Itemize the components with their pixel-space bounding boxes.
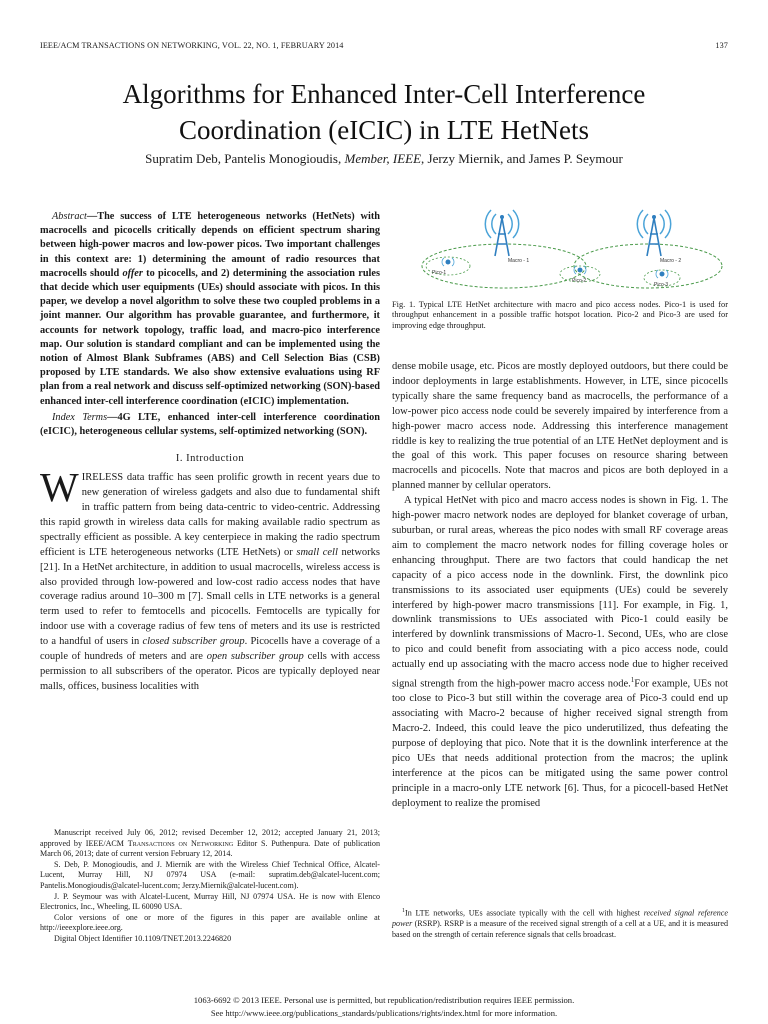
received-text-2: Editor S. Puthenpura. Date of publication March 06, 2013; date of current version February 12, 2014. (40, 838, 380, 859)
title-line-2: Coordination (eICIC) in LTE HetNets (179, 115, 589, 145)
index-terms-label: Index Terms (52, 411, 108, 423)
left-column (40, 210, 380, 695)
right-paragraph-2 (392, 494, 728, 812)
pico-2-label: Pico-2 (572, 278, 587, 284)
hetnet-diagram (392, 204, 728, 296)
footnote-1-text-2: (RSRP). RSRP is a measure of the received signal strength of a cell at a UE, and it is measured based on the strength of certain reference signals that cells broadcast. (392, 919, 728, 939)
abstract-dash: — (86, 211, 98, 222)
intro-paragraph (40, 464, 380, 695)
figure-1 (392, 204, 728, 296)
abstract-label: Abstract (52, 211, 87, 222)
page-number: 137 (715, 41, 728, 50)
index-terms-dash: — (107, 411, 118, 423)
macro-1-label: Macro - 1 (508, 258, 530, 264)
macro-2-label: Macro - 2 (660, 258, 682, 264)
intro-lead: IRELESS (81, 472, 124, 484)
right-paragraph-1: dense mobile usage, etc. Picos are mostly deployed outdoors, but there could be indoor deployments in large establishments. However, in LTE, since picocells typically share the same frequency band as macrocells, the performance of a low-power pico access node could be severely impaired by interference from a high-power macro access node. Addressing this interference management riddle is key to realizing the true potential of an LTE HetNet deployment and is the goal of this work. This paper focuses on resource sharing between macrocells and picocells. Note that macros and picos are both deployed in a planned manner by cellular operators. (392, 361, 728, 492)
footnote-1 (392, 906, 728, 940)
author-3-4: , Jerzy Miernik, and James P. Seymour (421, 151, 623, 166)
paper-title (40, 76, 728, 148)
left-footnotes (40, 828, 380, 945)
index-terms-text: 4G LTE, enhanced inter-cell interference coordination (eICIC), heterogeneous cellular systems, self-optimized networking (SON). (40, 411, 380, 438)
index-terms (40, 411, 380, 439)
pico-1-node-icon (442, 258, 454, 266)
intro-text-2: networks [21]. In a HetNet architecture, in addition to usual macrocells, wireless access is also provided through low-powered and low-cost radio access nodes that have coverage radius around 10–300 m [7]. Small cells in LTE networks is a general term used to refer to femtocells and picocells. Femtocells are typically for indoor use with a coverage radius of few tens of meters and its use is restricted to a handful of users in (40, 546, 380, 648)
received-text: Manuscript received July 06, 2012; revised December 12, 2012; accepted January 21, 2013; approved by IEEE/ACM (40, 828, 380, 848)
macro-1-coverage (422, 244, 586, 288)
footnote-1-marker: 1 (402, 908, 405, 914)
footnote-1-rsrp: received signal reference power (392, 908, 728, 929)
footnote-affiliation-1: S. Deb, P. Monogioudis, and J. Miernik are with the Wireless Chief Technical Office, Alcatel-Lucent, Murray Hill, NJ 07974 USA (e-mail: supratim.deb@alcatel-lucent.com; Pantelis.Monogioudis@alcatel-lucent.com; Jerzy.Miernik@alcatel-lucent.com). (40, 859, 380, 890)
section-heading: I. Introduction (175, 453, 245, 465)
pico-3-node-icon (656, 270, 668, 278)
author-2-membership: Member, IEEE (344, 151, 422, 166)
footnote-1-text-1: In LTE networks, UEs associate typically with the cell with highest (405, 908, 644, 918)
footnote-received (40, 828, 380, 860)
intro-small-cell: small cell (296, 546, 338, 558)
macro-1-tower-icon (485, 210, 518, 256)
author-1: Supratim Deb, (145, 151, 225, 166)
title-line-1: Algorithms for Enhanced Inter-Cell Interference (122, 79, 646, 109)
intro-text-3: . Picocells have a coverage of a couple of hundreds of meters and are (40, 636, 380, 663)
abstract-offer: offer (122, 267, 143, 279)
copyright-line: 1063-6692 © 2013 IEEE. Personal use is permitted, but republication/redistribution requires IEEE permission. (193, 995, 575, 1005)
received-journal: Transactions on Networking (127, 838, 234, 848)
drop-cap: W (40, 464, 79, 511)
abstract-text-1: The success of LTE heterogeneous networks (HetNets) with macrocells and picocells critically depends on efficient spectrum sharing between high-power macros and low-power picos. Two important challenges in this context are: 1) determining the amount of radio resources that macrocells should (40, 211, 380, 279)
right-paragraph-2b: For example, UEs not too close to Pico-3 but still within the coverage area of Pico-3 could end up associating with Macro-2 because of higher received signal strength from Macro-2. Indeed, this could leave the pico underutilized, thus defeating the purpose of deploying that pico. Note that it is the downlink interference at the pico UEs that needs additional protection from the macros; the uplink interference at the picos can be mitigated using the same power control principle in a macro-only LTE network [6]. Thus, for a picocell-based HetNet deployment to realize the promised (392, 678, 729, 809)
pico-1-label: Pico-1 (432, 270, 447, 276)
intro-osg: open subscriber group (206, 651, 304, 663)
footnote-doi: Digital Object Identifier 10.1109/TNET.2013.2246820 (54, 933, 232, 943)
author-list (40, 151, 728, 167)
macro-2-tower-icon (637, 210, 670, 256)
pico-3-label: Pico-3 (654, 282, 669, 288)
intro-csg: closed subscriber group (142, 636, 245, 648)
permission-line: See http://www.ieee.org/publications_standards/publications/rights/index.html for more information. (210, 1008, 558, 1018)
figure-1-caption: Fig. 1. Typical LTE HetNet architecture with macro and pico access nodes. Pico-1 is used for throughput enhancement in a possible traffic hotspot location. Pico-2 and Pico-3 are used for improving edge throughput. (392, 300, 728, 330)
right-footnote (392, 906, 728, 940)
running-header: IEEE/ACM TRANSACTIONS ON NETWORKING, VOL. 22, NO. 1, FEBRUARY 2014 (40, 41, 344, 50)
footnote-marker: 1 (630, 676, 635, 685)
right-paragraph-2a: A typical HetNet with pico and macro access nodes is shown in Fig. 1. The high-power macro network nodes are deployed for blanket coverage of urban, suburban, or rural areas, whereas the pico nodes with small RF coverage areas aim to complement the macro network nodes for filling coverage holes or enhancing throughput. There are two factors that could handicap the net capacity of a pico access node in the downlink. First, the downlink pico transmissions to its associated user equipments (UEs) could be severely interfered by high-power macro transmissions [11]. For example, in Fig. 1, downlink transmissions to UEs associated with Pico-1 could easily be interfered by downlink transmissions of Macro-1. Second, UEs, who are close to pico and could benefit from associating with a pico access node, could actually end up associating with the macro access node due to higher received signal strength from the high-power macro access node. (392, 495, 728, 690)
abstract (40, 210, 380, 409)
intro-text-1: data traffic has seen prolific growth in recent years due to new generation of wireless gadgets and also due to fundamental shift in traffic pattern from being data-centric to video-centric. Addressing this rapid growth in wireless data calls for making available radio spectrum as spectrally efficient as possible. A key centerpiece in making the radio spectrum efficient is LTE heterogeneous networks (LTE HetNets) or (40, 472, 380, 558)
right-column (392, 360, 728, 812)
footnote-color: Color versions of one or more of the figures in this paper are available online at http://ieeexplore.ieee.org. (40, 912, 380, 933)
author-2: Pantelis Monogioudis, (224, 151, 345, 166)
footnote-affiliation-2: J. P. Seymour was with Alcatel-Lucent, Murray Hill, NJ 07974 USA. He is now with Elenco Electronics, Inc., Wheeling, IL 60090 USA. (40, 891, 380, 912)
abstract-text-2: to picocells, and 2) determining the association rules that decide which user equipments (UEs) should associate with picos. In this paper, we develop a novel algorithm to solve these two coupled problems in a joint manner. Our algorithm has provable guarantee, and furthermore, it accounts for network topology, traffic load, and macro-pico interference map. Our solution is standard compliant and can be implemented using the notion of Almost Blank Subframes (ABS) and Cell Selection Bias (CSB) proposed by LTE standards. We also show extensive evaluations using RF plan from a real network and discuss self-optimized networking (SON)-based enhanced inter-cell interference coordination (eICIC) implementation. (40, 267, 380, 407)
intro-text-4: cells with access permission to all subscribers of the operator. Picos are typically deployed near malls, offices, business localities with (40, 651, 380, 692)
